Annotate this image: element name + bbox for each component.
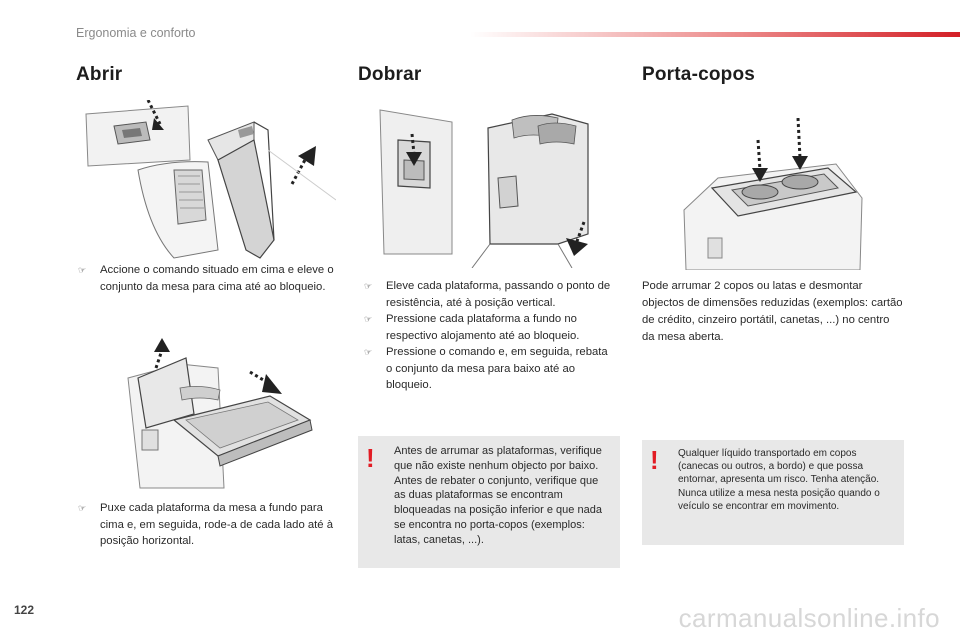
hand-pointer-icon: ☞ — [364, 314, 373, 324]
cupholder-warning-line-2: Nunca utilize a mesa nesta posição quando o veículo se encontrar em movimento. — [678, 487, 880, 512]
list-item — [78, 500, 340, 550]
cupholder-warning-line-1: Qualquer líquido transportado em copos (canecas ou outros, a bordo) e que possa entornar, apresenta um risco. Tenha atenção. — [678, 448, 880, 486]
cupholder-warning-box — [642, 440, 904, 545]
open-steps-2 — [78, 500, 340, 550]
hand-pointer-icon: ☞ — [78, 503, 87, 513]
open-table-illustration — [78, 100, 336, 260]
fold-warning-box — [358, 436, 620, 568]
section-header: Ergonomia e conforto — [76, 26, 196, 40]
open-steps-1 — [78, 262, 340, 295]
step-text: Puxe cada plataforma da mesa a fundo para cima e, em seguida, rode-a de cada lado até à posição horizontal. — [100, 502, 333, 547]
title-porta-copos: Porta-copos — [642, 64, 756, 85]
step-text: Eleve cada plataforma, passando o ponto de resistência, até à posição vertical. — [386, 280, 611, 309]
hand-pointer-icon: ☞ — [364, 281, 373, 291]
hand-pointer-icon: ☞ — [364, 347, 373, 357]
fold-steps — [364, 278, 614, 394]
list-item — [364, 344, 614, 394]
cupholder-illustration — [678, 118, 866, 270]
fold-warning-text: Antes de arrumar as plataformas, verifique que não existe nenhum objecto por baixo. Antes de rebater o conjunto, verifique que as duas plataformas se encontram bloqueadas na posição inferior e que nada se encontra no porta-copos (exemplos: latas, canetas, ...). — [394, 445, 602, 546]
exclamation-icon: ! — [650, 445, 659, 475]
cupholder-warning-text — [678, 447, 898, 513]
list-item — [364, 311, 614, 344]
list-item — [364, 278, 614, 311]
cupholder-description: Pode arrumar 2 copos ou latas e desmontar objectos de dimensões reduzidas (exemplos: cartão de crédito, cinzeiro portátil, canetas, ...) no centro da mesa aberta. — [642, 280, 903, 343]
platform-illustration — [120, 338, 320, 490]
fold-table-illustration — [362, 104, 600, 268]
title-dobrar: Dobrar — [358, 64, 422, 85]
header-accent-rule — [470, 32, 960, 37]
step-text: Pressione cada plataforma a fundo no respectivo alojamento até ao bloqueio. — [386, 313, 580, 342]
title-abrir: Abrir — [76, 64, 123, 85]
exclamation-icon: ! — [366, 443, 375, 473]
list-item — [78, 262, 340, 295]
page-number: 122 — [14, 603, 35, 617]
step-text: Accione o comando situado em cima e eleve o conjunto da mesa para cima até ao bloqueio. — [100, 264, 334, 293]
hand-pointer-icon: ☞ — [78, 265, 87, 275]
watermark: carmanualsonline.info — [678, 603, 940, 633]
step-text: Pressione o comando e, em seguida, rebata o conjunto da mesa para baixo até ao bloqueio. — [386, 346, 608, 391]
